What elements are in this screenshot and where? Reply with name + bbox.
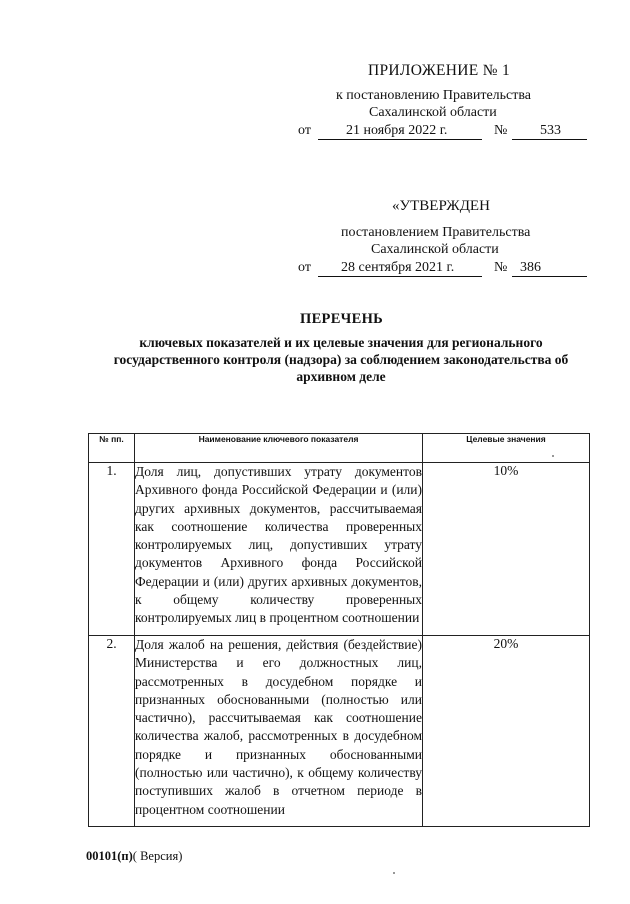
- appendix-date: 21 ноября 2022 г.: [346, 123, 448, 138]
- approved-date: 28 сентября 2021 г.: [341, 260, 455, 275]
- footer-code: 00101(п): [86, 849, 133, 863]
- header-target: Целевые значения: [423, 434, 590, 463]
- appendix-number-label: №: [494, 123, 508, 138]
- row-num: 1.: [89, 463, 135, 636]
- document-subheading: ключевых показателей и их целевые значения для регионального государственного контроля (надзора) за соблюдением законодательства об архивном деле: [113, 335, 569, 384]
- document-heading: ПЕРЕЧЕНЬ: [300, 311, 384, 327]
- appendix-line2: Сахалинской области: [369, 105, 497, 120]
- approved-number: 386: [520, 260, 541, 275]
- footer-version: ( Версия): [132, 849, 183, 863]
- approved-title: «УТВЕРЖДЕН: [392, 198, 490, 214]
- row-target: 10%: [423, 463, 590, 636]
- row-description: Доля жалоб на решения, действия (бездействие) Министерства и его должностных лиц, рассмотренных в досудебном порядке и признанных обоснованными (полностью или частично), рассчитываемая как соотношение количества жалоб, рассмотренных в досудебном порядке и признанных обоснованными (полностью или частично), к общему количеству поступивших жалоб в отчетном периоде в процентном соотношении: [135, 636, 423, 827]
- table-row: [89, 636, 590, 827]
- table-row: [89, 463, 590, 636]
- approved-line2: Сахалинской области: [371, 242, 499, 257]
- row-description: Доля лиц, допустивших утрату документов Архивного фонда Российской Федерации и (или) других архивных документов, рассчитываемая как соотношение количества проверенных контролируемых лиц, допустивших утрату документов Архивного фонда Российской Федерации и (или) других архивных документов, к общему количеству проверенных контролируемых лиц в процентном соотношении: [135, 463, 423, 636]
- row-target: 20%: [423, 636, 590, 827]
- key-indicators-table: [88, 433, 590, 827]
- approved-number-underline: [512, 276, 587, 277]
- header-num: № пп.: [89, 434, 135, 463]
- appendix-date-underline: [318, 139, 482, 140]
- appendix-line1: к постановлению Правительства: [336, 88, 532, 103]
- appendix-number: 533: [540, 123, 561, 138]
- approved-date-underline: [318, 276, 482, 277]
- row-num: 2.: [89, 636, 135, 827]
- footer-code-line: [86, 849, 182, 864]
- approved-line1: постановлением Правительства: [341, 225, 531, 240]
- scan-speck: [552, 455, 554, 457]
- table-header-row: [89, 434, 590, 463]
- appendix-title: ПРИЛОЖЕНИЕ № 1: [368, 62, 511, 79]
- appendix-from-label: от: [298, 123, 311, 138]
- header-name: Наименование ключевого показателя: [135, 434, 423, 463]
- approved-from-label: от: [298, 260, 311, 275]
- appendix-number-underline: [512, 139, 587, 140]
- approved-number-label: №: [494, 260, 508, 275]
- scan-speck: [393, 872, 395, 874]
